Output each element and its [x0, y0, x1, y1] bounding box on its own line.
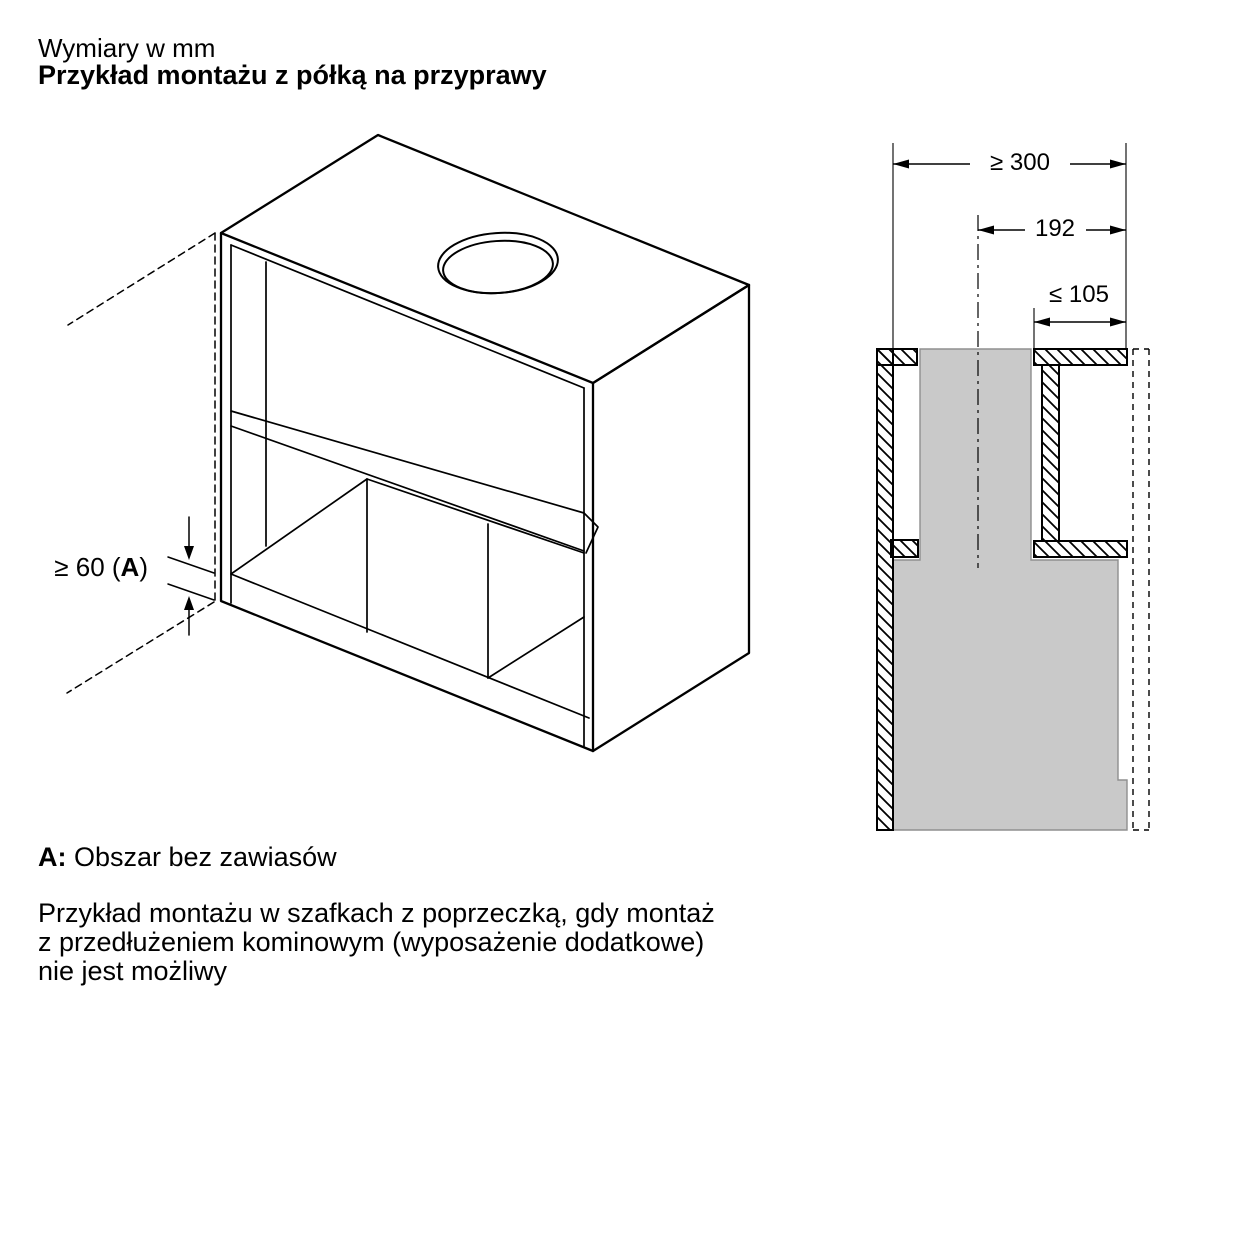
- top-left-rail: [877, 349, 917, 365]
- spice-shelf-front-edge: [231, 426, 584, 551]
- clearance-dim-suffix: ): [139, 552, 148, 582]
- footnote-text: Obszar bez zawiasów: [66, 842, 337, 872]
- door-swing-dashed-lines: [67, 233, 215, 693]
- footnote-marker: A:: [38, 842, 67, 872]
- cabinet-isometric-drawing: [67, 135, 749, 751]
- flue-hole: [436, 229, 560, 297]
- width-dimension-label: ≥ 300: [990, 149, 1050, 176]
- cabinet-top-face: [221, 135, 749, 383]
- top-right-rail: [1034, 349, 1127, 365]
- note-line: Przykład montażu w szafkach z poprzeczką, gdy montaż: [38, 898, 715, 928]
- page-title: Przykład montażu z półką na przyprawy: [38, 60, 547, 90]
- crossbar-dimension-label: ≤ 105: [1049, 281, 1109, 308]
- cabinet-interior-lines: [231, 245, 598, 746]
- footnote: [38, 842, 337, 872]
- note-line: z przedłużeniem kominowym (wyposażenie dodatkowe): [38, 927, 705, 957]
- dashed-panel-outline: [1133, 349, 1149, 830]
- spice-shelf-top-edge: [231, 411, 584, 513]
- section-drawing: [877, 143, 1149, 830]
- arrow-down: [184, 546, 194, 560]
- left-lower-rail: [891, 540, 918, 557]
- note-paragraph: [38, 899, 715, 986]
- units-note: Wymiary w mm: [38, 33, 216, 63]
- clearance-dim-marker: A: [120, 552, 140, 582]
- right-inner-panel: [1042, 365, 1059, 541]
- clearance-dim-marks: [168, 517, 214, 635]
- left-side-panel: [877, 349, 893, 830]
- clearance-dim-prefix: ≥ 60 (: [54, 552, 121, 582]
- bottom-right-rail: [1034, 541, 1127, 557]
- arrow-up: [184, 596, 194, 610]
- clearance-dimension-label: [18, 553, 148, 582]
- center-dimension-label: 192: [1034, 215, 1076, 242]
- hood-body-section: [893, 349, 1127, 830]
- note-line: nie jest możliwy: [38, 956, 228, 986]
- cabinet-right-face: [593, 285, 749, 751]
- cabinet-outline: [221, 135, 749, 751]
- floor-front-edge: [231, 574, 589, 718]
